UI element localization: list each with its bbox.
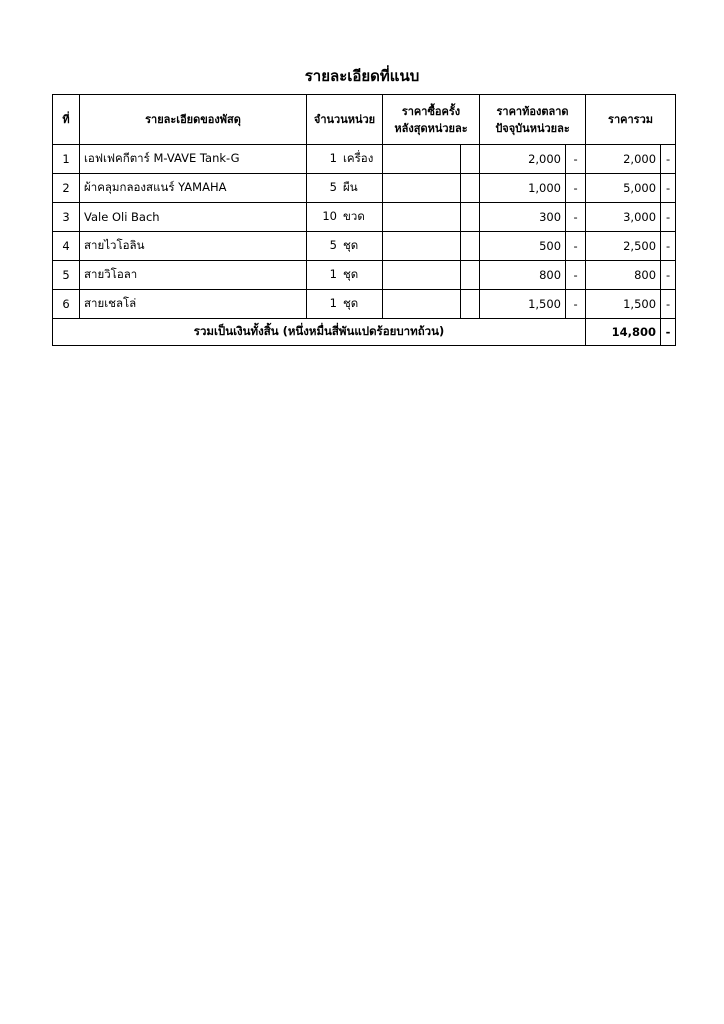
row-last-price-decimal <box>461 145 480 174</box>
row-last-price-decimal <box>461 203 480 232</box>
row-last-price <box>383 174 461 203</box>
header-market-price <box>480 95 586 145</box>
row-total-decimal: - <box>661 145 676 174</box>
header-no: ที่ <box>53 95 80 145</box>
row-market-price: 2,000 <box>480 145 566 174</box>
row-quantity-number: 1 <box>329 267 337 281</box>
items-table <box>52 94 676 346</box>
row-quantity <box>307 203 383 232</box>
table-row <box>53 203 676 232</box>
table-row <box>53 261 676 290</box>
row-quantity-number: 10 <box>322 209 337 223</box>
header-last-purchase-line1: ราคาซื้อครั้ง <box>401 104 461 118</box>
row-market-price: 800 <box>480 261 566 290</box>
row-no: 4 <box>53 232 80 261</box>
table-row <box>53 174 676 203</box>
row-last-price-decimal <box>461 232 480 261</box>
row-last-price-decimal <box>461 290 480 319</box>
row-description: ผ้าคลุมกลองสแนร์ YAMAHA <box>80 174 307 203</box>
row-quantity-number: 1 <box>329 296 337 310</box>
table-row <box>53 290 676 319</box>
row-description: สายเชลโล่ <box>80 290 307 319</box>
row-last-price-decimal <box>461 261 480 290</box>
row-no: 2 <box>53 174 80 203</box>
row-market-price: 1,000 <box>480 174 566 203</box>
table-row <box>53 145 676 174</box>
row-unit: ชุด <box>343 267 359 281</box>
row-unit: ชุด <box>343 238 359 252</box>
row-quantity-number: 1 <box>329 151 337 165</box>
row-no: 1 <box>53 145 80 174</box>
row-last-price-decimal <box>461 174 480 203</box>
row-total: 800 <box>586 261 661 290</box>
header-last-purchase-line2: หลังสุดหน่วยละ <box>394 121 468 135</box>
row-description: สายวิโอลา <box>80 261 307 290</box>
header-quantity-unit: จำนวนหน่วย <box>307 95 383 145</box>
footer-label: รวมเป็นเงินทั้งสิ้น (หนึ่งหมื่นสี่พันแปดร้อยบาทถ้วน) <box>53 319 586 346</box>
row-quantity <box>307 290 383 319</box>
row-market-price: 500 <box>480 232 566 261</box>
footer-row <box>53 319 676 346</box>
row-total-decimal: - <box>661 290 676 319</box>
header-total: ราคารวม <box>586 95 676 145</box>
row-total: 2,500 <box>586 232 661 261</box>
row-total-decimal: - <box>661 232 676 261</box>
header-row <box>53 95 676 145</box>
row-last-price <box>383 232 461 261</box>
grand-total: 14,800 <box>586 319 661 346</box>
row-quantity <box>307 174 383 203</box>
row-total-decimal: - <box>661 174 676 203</box>
row-market-price: 1,500 <box>480 290 566 319</box>
row-total: 5,000 <box>586 174 661 203</box>
row-total-decimal: - <box>661 203 676 232</box>
grand-total-decimal: - <box>661 319 676 346</box>
row-unit: ขวด <box>343 209 365 223</box>
row-no: 3 <box>53 203 80 232</box>
header-last-purchase-price <box>383 95 480 145</box>
row-unit: ผืน <box>343 180 358 194</box>
row-description: เอฟเฟคกีตาร์ M-VAVE Tank-G <box>80 145 307 174</box>
row-total: 2,000 <box>586 145 661 174</box>
row-quantity <box>307 232 383 261</box>
row-quantity <box>307 261 383 290</box>
row-last-price <box>383 145 461 174</box>
row-market-price-decimal: - <box>566 145 586 174</box>
row-market-price-decimal: - <box>566 261 586 290</box>
row-last-price <box>383 203 461 232</box>
row-unit: เครื่อง <box>343 151 374 165</box>
row-quantity <box>307 145 383 174</box>
table-row <box>53 232 676 261</box>
row-last-price <box>383 261 461 290</box>
header-description: รายละเอียดของพัสดุ <box>80 95 307 145</box>
row-market-price-decimal: - <box>566 232 586 261</box>
row-total: 3,000 <box>586 203 661 232</box>
row-market-price: 300 <box>480 203 566 232</box>
header-market-price-line2: ปัจจุบันหน่วยละ <box>495 121 570 135</box>
header-market-price-line1: ราคาท้องตลาด <box>496 104 569 118</box>
row-quantity-number: 5 <box>329 238 337 252</box>
document-title: รายละเอียดที่แนบ <box>304 67 420 85</box>
row-market-price-decimal: - <box>566 174 586 203</box>
row-market-price-decimal: - <box>566 290 586 319</box>
row-quantity-number: 5 <box>329 180 337 194</box>
row-unit: ชุด <box>343 296 359 310</box>
row-no: 5 <box>53 261 80 290</box>
row-total: 1,500 <box>586 290 661 319</box>
row-market-price-decimal: - <box>566 203 586 232</box>
row-total-decimal: - <box>661 261 676 290</box>
row-description: สายไวโอลิน <box>80 232 307 261</box>
row-description: Vale Oli Bach <box>80 203 307 232</box>
row-last-price <box>383 290 461 319</box>
row-no: 6 <box>53 290 80 319</box>
